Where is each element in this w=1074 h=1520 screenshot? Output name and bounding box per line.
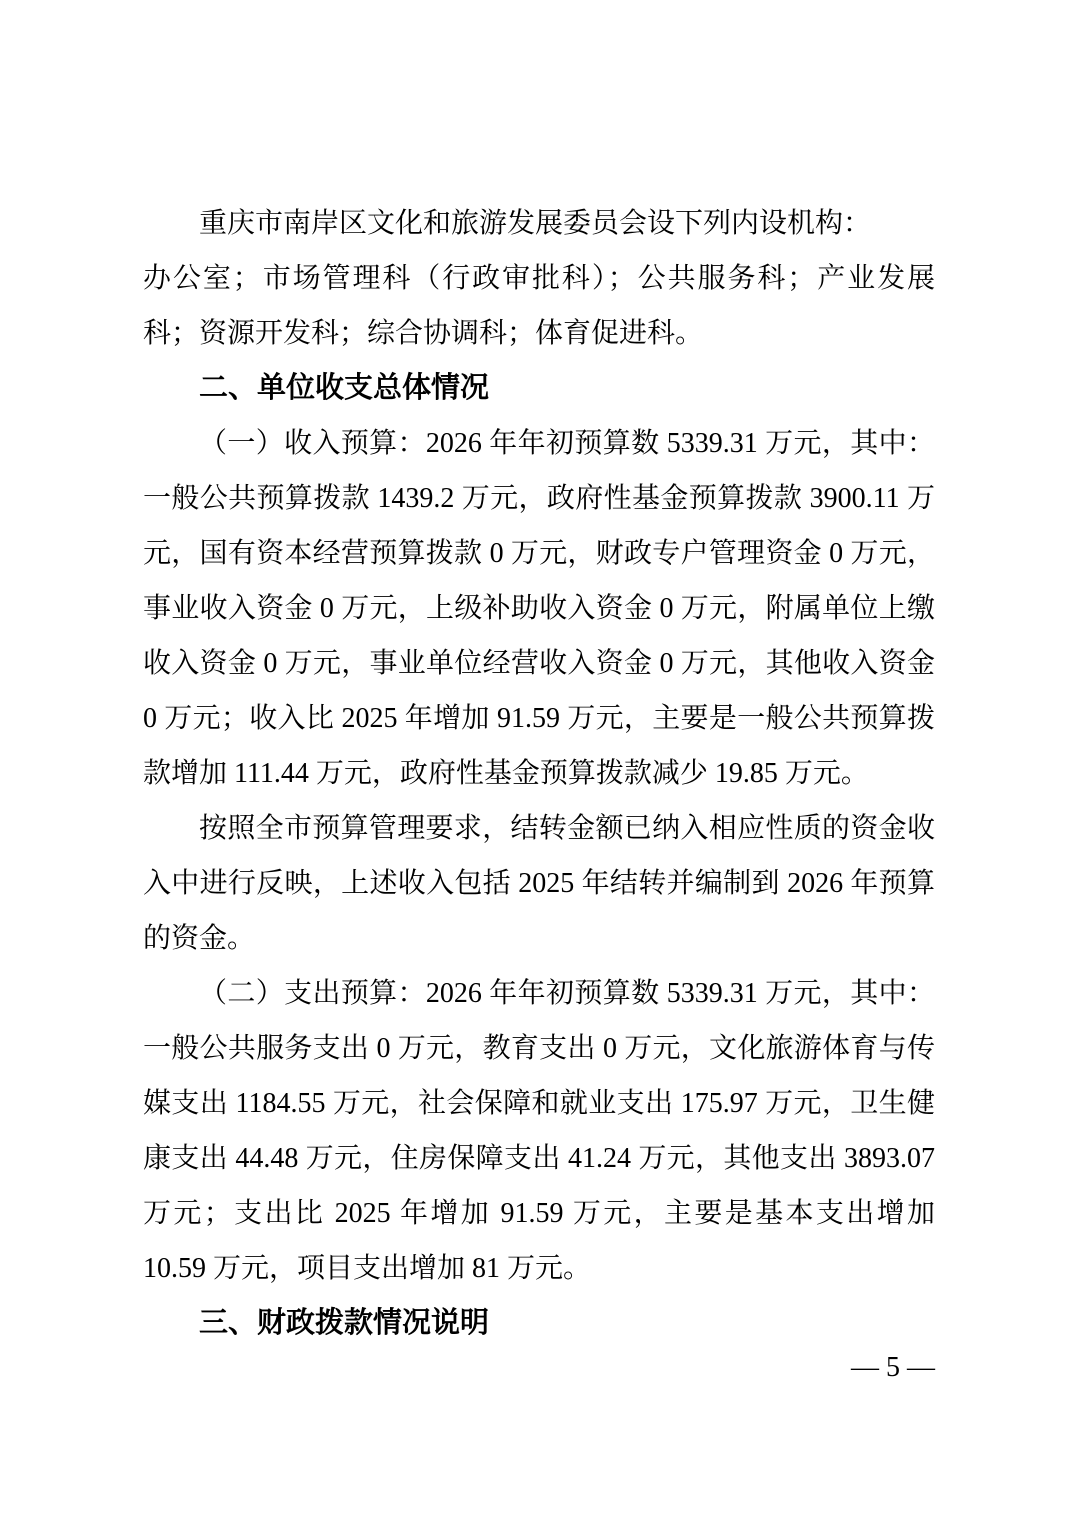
para-internal-org-lead: 重庆市南岸区文化和旅游发展委员会设下列内设机构：: [199, 208, 872, 239]
para-internal-org-list: 办公室；市场管理科（行政审批科）；公共服务科；产业发展科；资源开发科；综合协调科；体育促进科。: [143, 263, 935, 349]
page-number: — 5 —: [851, 1352, 935, 1383]
para-carryover-note: 按照全市预算管理要求，结转金额已纳入相应性质的资金收入中进行反映，上述收入包括 2025 年结转并编制到 2026 年预算的资金。: [143, 813, 935, 954]
para-expenditure-budget: （二）支出预算：2026 年年初预算数 5339.31 万元，其中：一般公共服务支出 0 万元，教育支出 0 万元，文化旅游体育与传媒支出 1184.55 万元，社会保障和就业支出 175.97 万元，卫生健康支出 44.48 万元，住房保障支出 41.24 万元，其他支出 3893.07 万元；支出比 2025 年增加 91.59 万元，主要是基本支出增加 10.59 万元，项目支出增加 81 万元。: [143, 978, 935, 1284]
para-income-budget: （一）收入预算：2026 年年初预算数 5339.31 万元，其中：一般公共预算拨款 1439.2 万元，政府性基金预算拨款 3900.11 万元，国有资本经营预算拨款 0 万元，财政专户管理资金 0 万元，事业收入资金 0 万元，上级补助收入资金 0 万元，附属单位上缴收入资金 0 万元，事业单位经营收入资金 0 万元，其他收入资金 0 万元；收入比 2025 年增加 91.59 万元，主要是一般公共预算拨款增加 111.44 万元，政府性基金预算拨款减少 19.85 万元。: [143, 428, 935, 789]
heading-section-two: 二、单位收支总体情况: [199, 372, 490, 404]
document-body: [143, 196, 935, 1351]
heading-section-three: 三、财政拨款情况说明: [199, 1307, 490, 1339]
